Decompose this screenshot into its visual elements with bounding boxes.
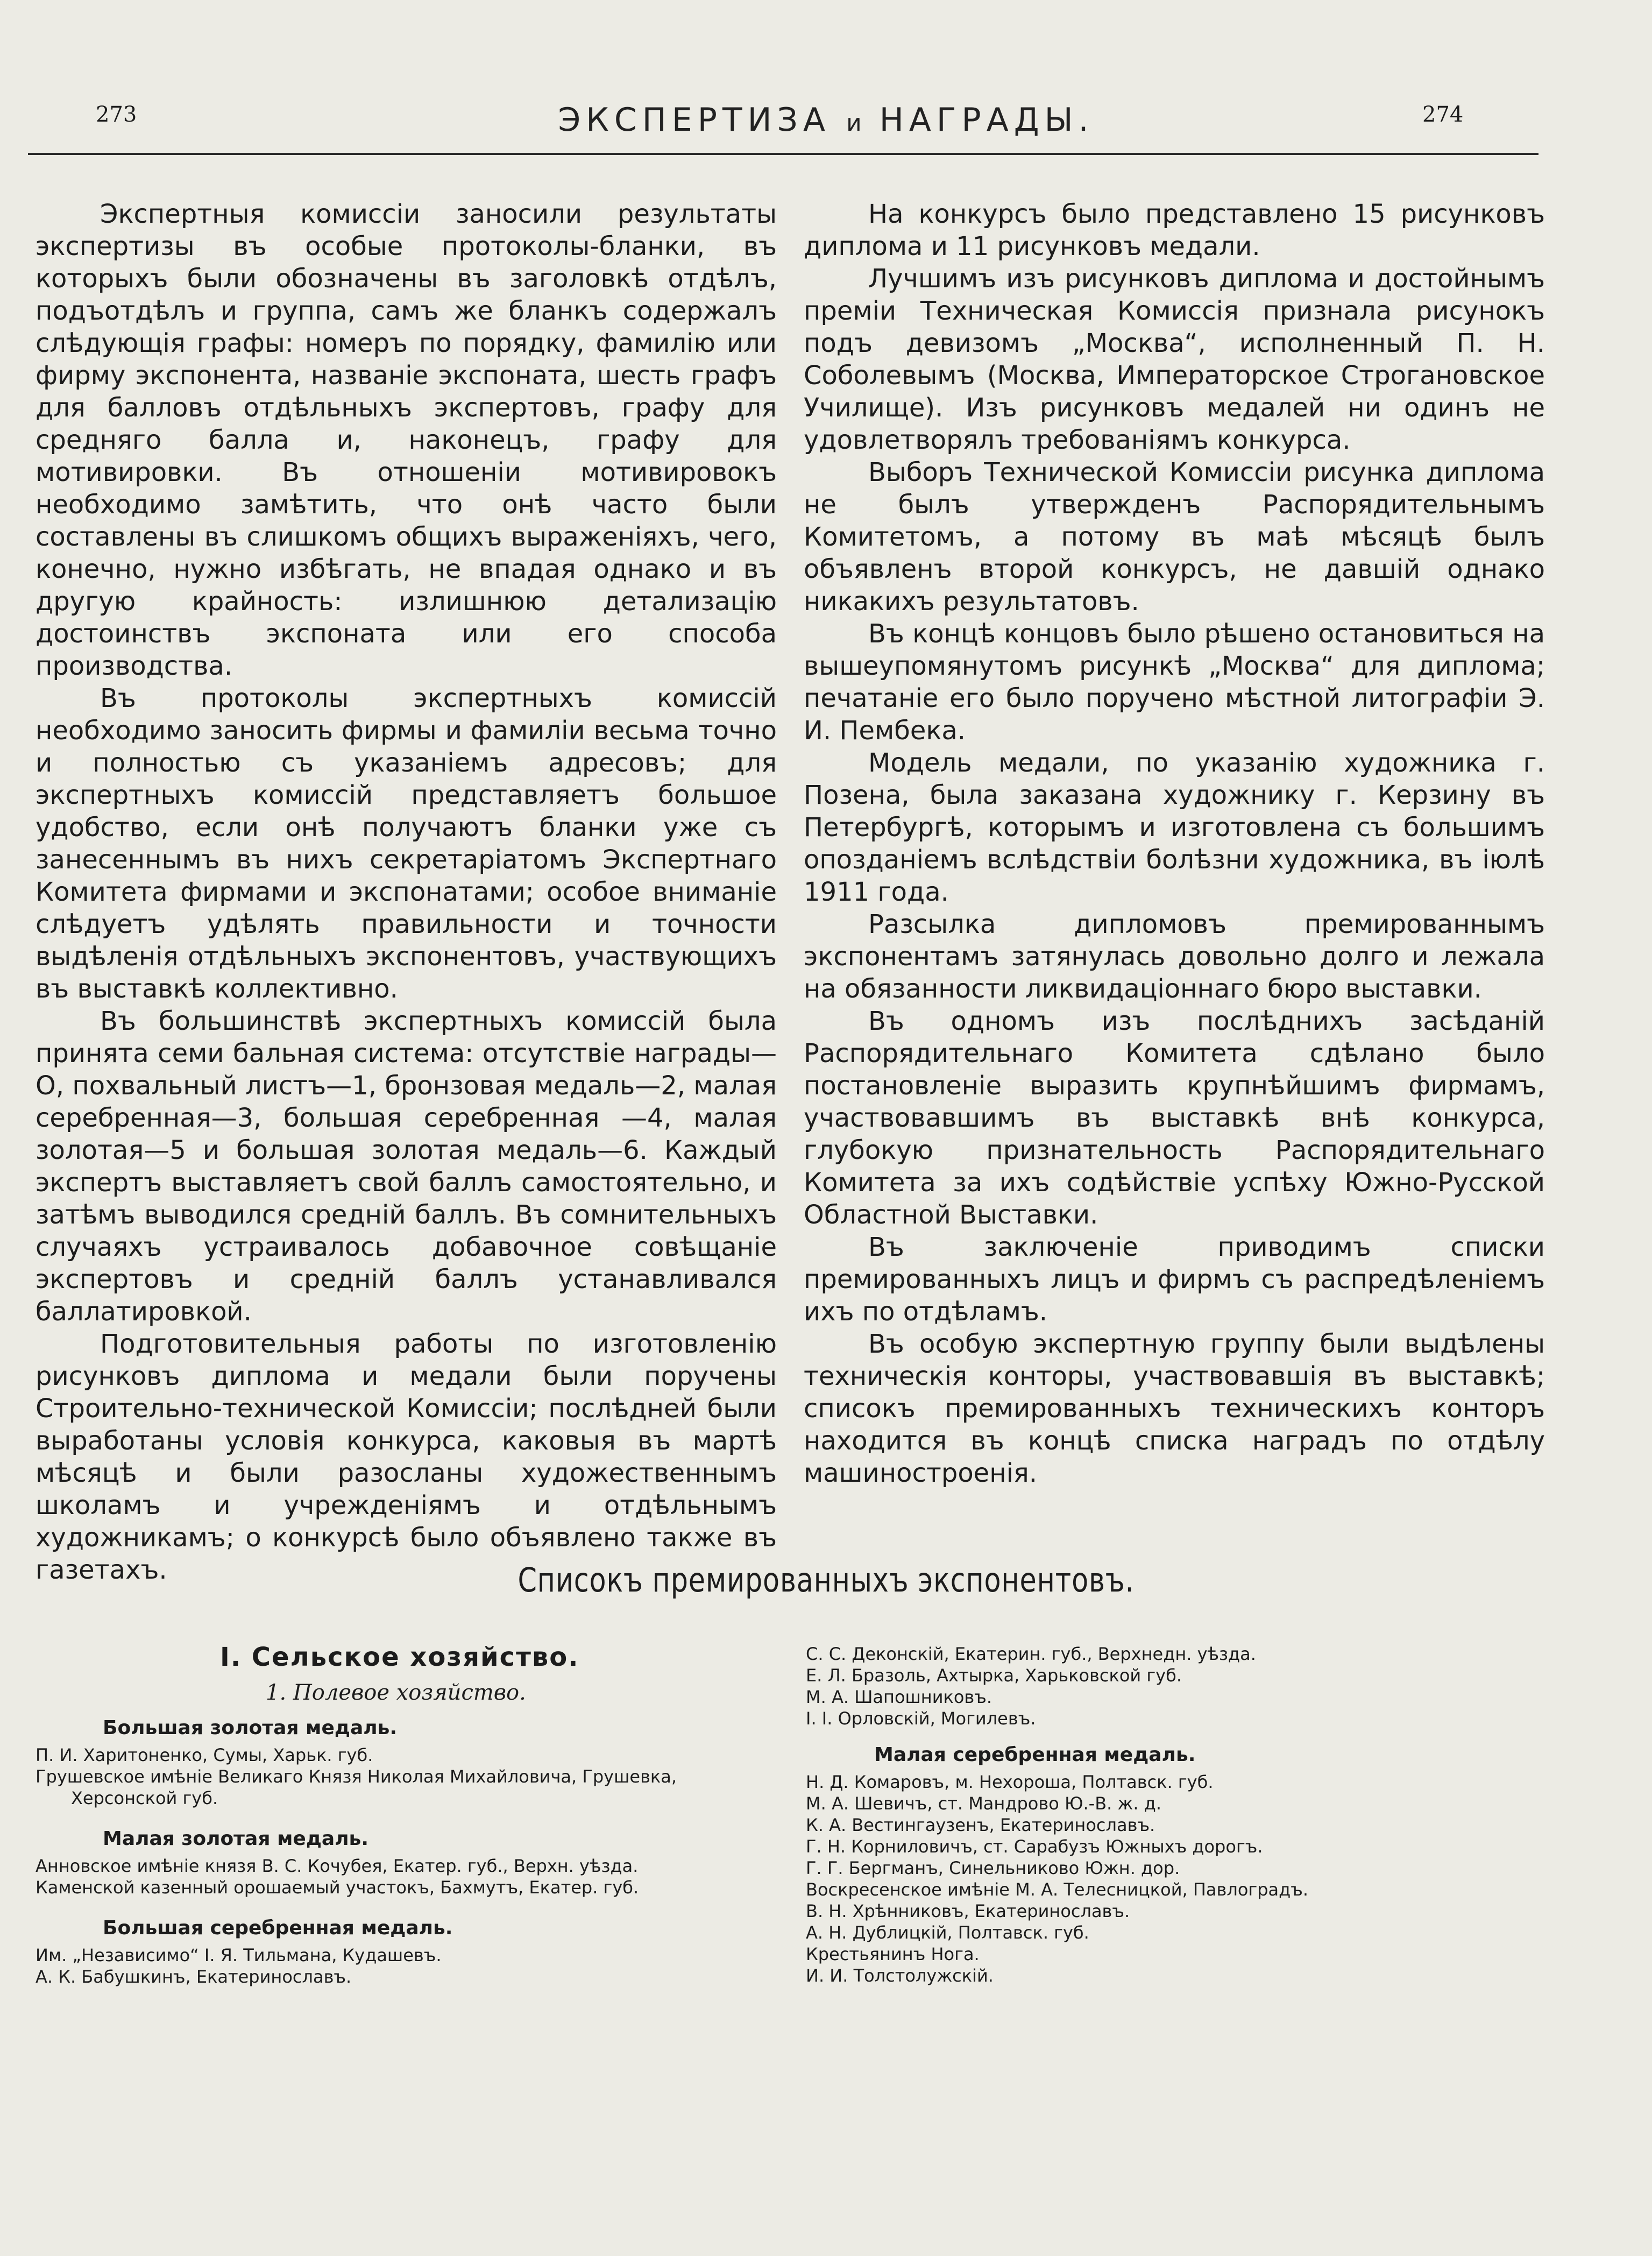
paragraph: Экспертныя комиссіи заносили результаты экспертизы въ особые протоколы-бланки, въ которыхъ были обозначены въ заголовкѣ отдѣлъ, подъотдѣлъ и группа, самъ же бланкъ содержалъ слѣдующія графы: номеръ по порядку, фамилію или фирму экспонента, названіе экспоната, шесть графъ для балловъ отдѣльныхъ экспертовъ, графу для средняго балла и, наконецъ, графу для мотивировки. Въ отношеніи мотивировокъ необходимо замѣтить, что онѣ часто были составлены въ слишкомъ общихъ выраженіяхъ, чего, конечно, нужно избѣгать, не впадая однако и въ другую крайность: излишнюю детализацію достоинствъ экспоната или его способа производства. xyxy=(36,199,777,681)
page-number-left: 273 xyxy=(96,102,137,127)
award-list-right xyxy=(806,1643,1570,2002)
list-item: М. А. Шевичъ, ст. Мандрово Ю.-В. ж. д. xyxy=(806,1793,1161,1814)
running-head-part-1: ЭКСПЕРТИЗА xyxy=(558,101,831,139)
list-item: С. С. Деконскій, Екатерин. губ., Верхнедн. уѣзда. xyxy=(806,1644,1256,1664)
list-item: А. Н. Дублицкій, Полтавск. губ. xyxy=(806,1922,1089,1943)
list-item: К. А. Вестингаузенъ, Екатеринославъ. xyxy=(806,1815,1155,1835)
body-column-left xyxy=(36,198,777,1586)
list-item: П. И. Харитоненко, Сумы, Харьк. губ. xyxy=(36,1745,373,1765)
running-head xyxy=(0,101,1652,139)
award-heading: Малая серебренная медаль. xyxy=(874,1744,1196,1766)
paragraph: Въ заключеніе приводимъ списки премированныхъ лицъ и фирмъ съ распредѣленіемъ ихъ по отдѣламъ. xyxy=(804,1232,1545,1327)
award-group-continued xyxy=(806,1643,1570,1729)
page-number-right: 274 xyxy=(1422,102,1464,127)
paragraph: Модель медали, по указанію художника г. Позена, была заказана художнику г. Керзину въ Петербургѣ, которымъ и изготовлена съ большимъ опозданіемъ вслѣдствіи болѣзни художника, въ іюлѣ 1911 года. xyxy=(804,748,1545,907)
award-group xyxy=(806,1744,1570,1986)
list-item: Им. „Независимо“ I. Я. Тильмана, Кудашевъ. xyxy=(36,1945,442,1965)
paragraph: На конкурсъ было представлено 15 рисунковъ диплома и 11 рисунковъ медали. xyxy=(804,199,1545,261)
list-item: Херсонской губ. xyxy=(71,1788,218,1808)
list-item: Н. Д. Комаровъ, м. Нехороша, Полтавск. губ. xyxy=(806,1772,1214,1792)
list-item: Крестьянинъ Нога. xyxy=(806,1944,980,1964)
header-rule xyxy=(28,153,1538,155)
running-head-conjunction: и xyxy=(846,109,864,137)
award-group xyxy=(36,1918,789,1988)
body-column-right xyxy=(804,198,1545,1489)
paragraph: Лучшимъ изъ рисунковъ диплома и достойнымъ преміи Техническая Комиссія признала рисунокъ подъ девизомъ „Москва“, исполненный П. Н. Соболевымъ (Москва, Императорское Строгановское Училище). Изъ рисунковъ медалей ни одинъ не удовлетворялъ требованіямъ конкурса. xyxy=(804,264,1545,455)
subsection-title: 1. Полевое хозяйство. xyxy=(266,1680,526,1705)
paragraph: Въ особую экспертную группу были выдѣлены техническія конторы, участвовавшія въ выставкѣ; списокъ премированныхъ техническихъ конторъ находится въ концѣ списка наградъ по отдѣлу машиностроенія. xyxy=(804,1329,1545,1488)
paragraph: Въ большинствѣ экспертныхъ комиссій была принята семи бальная система: отсутствіе награды—О, похвальный листъ—1, бронзовая медаль—2, малая серебренная—3, большая серебренная —4, малая золотая—5 и большая золотая медаль—6. Каждый экспертъ выставляетъ свой баллъ самостоятельно, и затѣмъ выводился средній баллъ. Въ сомнительныхъ случаяхъ устраивалось добавочное совѣщаніе экспертовъ и средній баллъ устанавливался баллатировкой. xyxy=(36,1006,777,1327)
list-item: Г. Н. Корниловичъ, ст. Сарабузъ Южныхъ дорогъ. xyxy=(806,1836,1263,1857)
section-title: I. Сельское хозяйство. xyxy=(220,1642,579,1672)
paragraph: Выборъ Технической Комиссіи рисунка диплома не былъ утвержденъ Распорядительнымъ Комитетомъ, а потому въ маѣ мѣсяцѣ былъ объявленъ второй конкурсъ, не давшій однако никакихъ результатовъ. xyxy=(804,457,1545,617)
paragraph: Подготовительныя работы по изготовленію рисунковъ диплома и медали были поручены Строительно-технической Комиссіи; послѣдней были выработаны условія конкурса, каковыя въ мартѣ мѣсяцѣ и были разосланы художественнымъ школамъ и учрежденіямъ и отдѣльнымъ художникамъ; о конкурсѣ было объявлено также въ газетахъ. xyxy=(36,1329,777,1585)
list-item: М. А. Шапошниковъ. xyxy=(806,1687,992,1707)
list-item: А. К. Бабушкинъ, Екатеринославъ. xyxy=(36,1967,352,1987)
paragraph: Въ протоколы экспертныхъ комиссій необходимо заносить фирмы и фамиліи весьма точно и полностью съ указаніемъ адресовъ; для экспертныхъ комиссій представляетъ большое удобство, если онѣ получаютъ бланки уже съ занесеннымъ въ нихъ секретаріатомъ Экспертнаго Комитета фирмами и экспонатами; особое вниманіе слѣдуетъ удѣлять правильности и точности выдѣленія отдѣльныхъ экспонентовъ, участвующихъ въ выставкѣ коллективно. xyxy=(36,683,777,1004)
award-group xyxy=(36,1717,789,1809)
list-item: И. И. Толстолужскій. xyxy=(806,1965,994,1986)
list-item: Г. Г. Бергманъ, Синельниково Южн. дор. xyxy=(806,1858,1180,1878)
award-heading: Малая золотая медаль. xyxy=(103,1828,368,1850)
list-item: В. Н. Хрѣнниковъ, Екатеринославъ. xyxy=(806,1901,1130,1921)
paragraph: Въ одномъ изъ послѣднихъ засѣданій Распорядительнаго Комитета сдѣлано было постановленіе выразить крупнѣйшимъ фирмамъ, участвовавшимъ въ выставкѣ внѣ конкурса, глубокую признательность Распорядительнаго Комитета за ихъ содѣйствіе успѣху Южно-Русской Областной Выставки. xyxy=(804,1006,1545,1230)
award-heading: Большая золотая медаль. xyxy=(103,1717,398,1739)
running-head-part-2: НАГРАДЫ. xyxy=(879,101,1094,139)
award-group xyxy=(36,1828,789,1898)
award-list-left xyxy=(36,1642,789,2007)
list-item: Анновское имѣніе князя В. С. Кочубея, Екатер. губ., Верхн. уѣзда. xyxy=(36,1856,639,1876)
paragraph: Въ концѣ концовъ было рѣшено остановиться на вышеупомянутомъ рисункѣ „Москва“ для диплома; печатаніе его было поручено мѣстной литографіи Э. И. Пембека. xyxy=(804,619,1545,746)
list-title: Списокъ премированныхъ экспонентовъ. xyxy=(517,1560,1135,1600)
list-item: Каменской казенный орошаемый участокъ, Бахмутъ, Екатер. губ. xyxy=(36,1877,639,1898)
list-item: Е. Л. Бразоль, Ахтырка, Харьковской губ. xyxy=(806,1665,1182,1686)
award-heading: Большая серебренная медаль. xyxy=(103,1917,453,1939)
list-item: Грушевское имѣніе Великаго Князя Николая Михайловича, Грушевка, xyxy=(36,1766,677,1787)
list-item: Воскресенское имѣніе М. А. Телесницкой, Павлоградъ. xyxy=(806,1879,1309,1900)
paragraph: Разсылка дипломовъ премированнымъ экспонентамъ затянулась довольно долго и лежала на обязанности ликвидаціоннаго бюро выставки. xyxy=(804,909,1545,1004)
list-item: I. I. Орловскій, Могилевъ. xyxy=(806,1708,1036,1729)
